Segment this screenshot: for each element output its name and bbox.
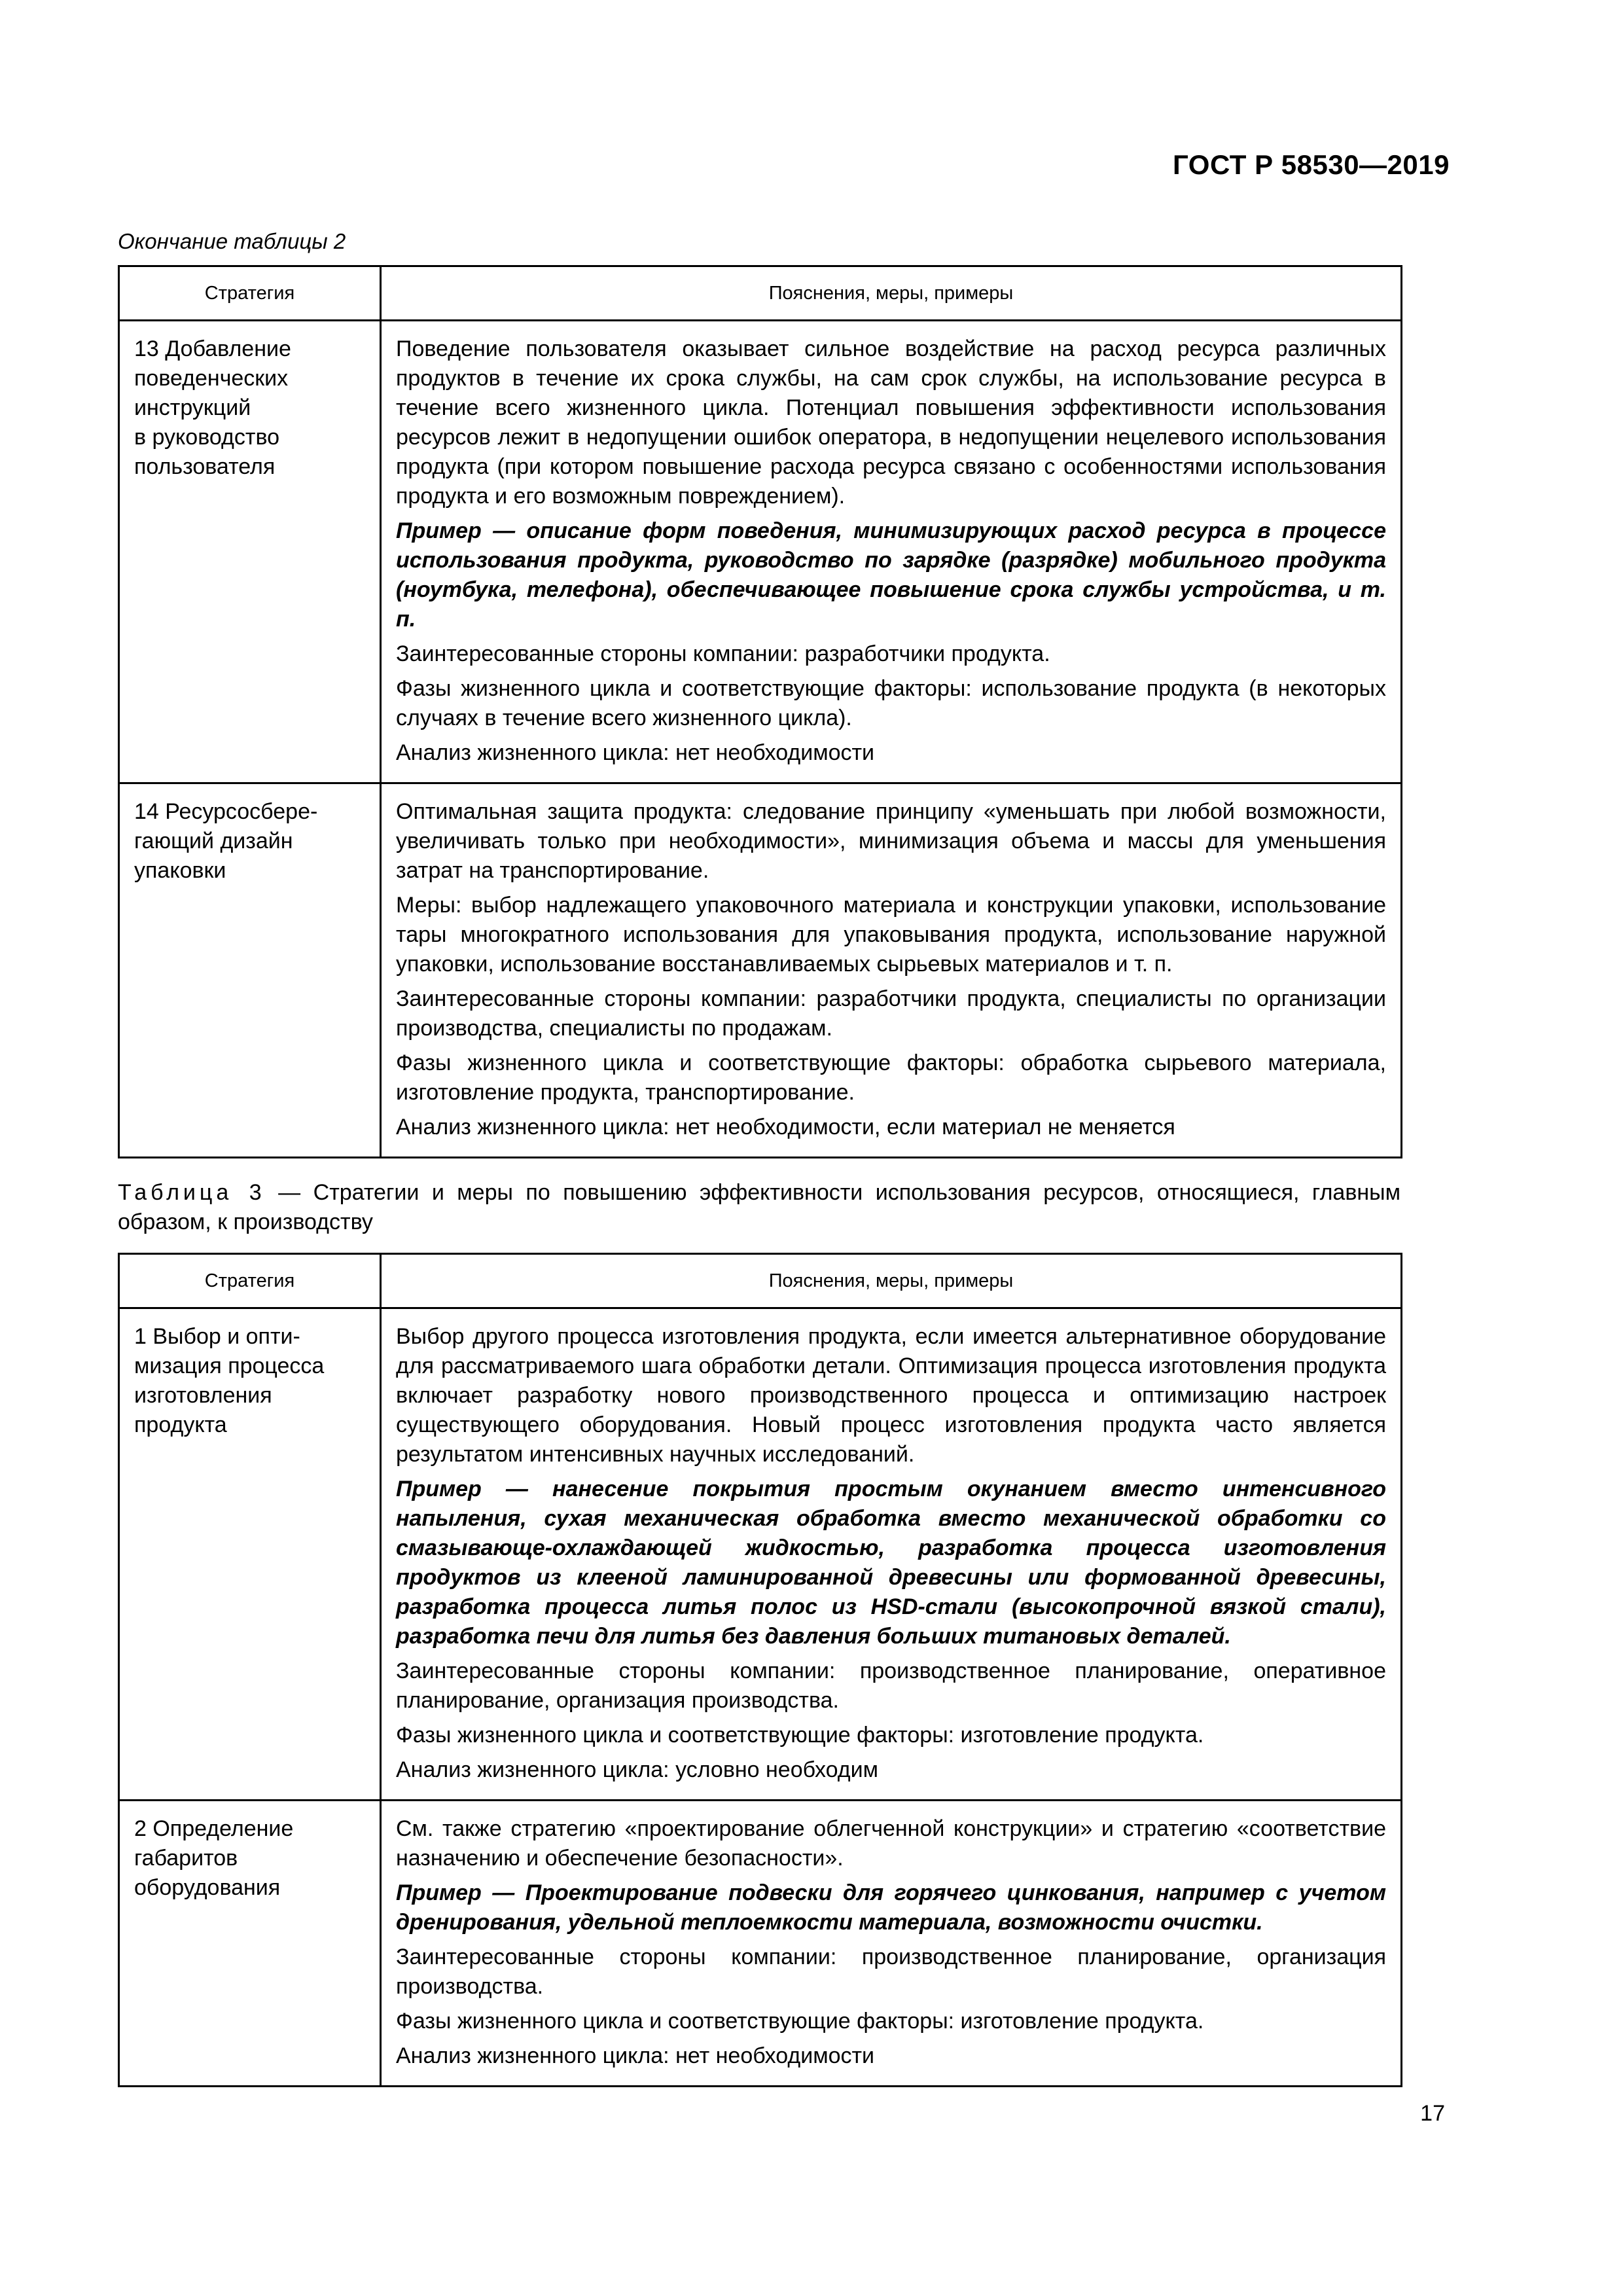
lifecycle-phases-paragraph: Фазы жизненного цикла и соответствующие факторы: обработка сырьевого материала, изготовление продукта, транспортирование. bbox=[396, 1050, 1386, 1105]
lifecycle-phases-paragraph: Фазы жизненного цикла и соответствующие факторы: изготовление продукта. bbox=[396, 1723, 1204, 1748]
stakeholders-paragraph: Заинтересованные стороны компании: производственное планирование, оперативное планирование, организация производства. bbox=[396, 1659, 1386, 1713]
column-header-explanation: Пояснения, меры, примеры bbox=[381, 266, 1402, 321]
lifecycle-analysis-paragraph: Анализ жизненного цикла: нет необходимости bbox=[396, 2043, 875, 2068]
stakeholders-paragraph: Заинтересованные стороны компании: разработчики продукта, специалисты по организации производства, специалисты по продажам. bbox=[396, 986, 1386, 1041]
stakeholders-paragraph: Заинтересованные стороны компании: производственное планирование, организация производства. bbox=[396, 1945, 1386, 1999]
table-row bbox=[119, 1801, 1402, 2087]
lifecycle-phases-paragraph: Фазы жизненного цикла и соответствующие факторы: изготовление продукта. bbox=[396, 2009, 1204, 2034]
lifecycle-analysis-paragraph: Анализ жизненного цикла: нет необходимости bbox=[396, 740, 875, 765]
table-row bbox=[119, 1308, 1402, 1801]
table-header-row bbox=[119, 266, 1402, 321]
explanation-cell bbox=[381, 783, 1402, 1158]
explanation-paragraph: См. также стратегию «проектирование облегченной конструкции» и стратегию «соответствие назначению и обеспечение безопасности». bbox=[396, 1816, 1386, 1871]
table-3-caption bbox=[118, 1178, 1400, 1237]
strategy-name: 14 Ресурсосбере- гающий дизайн упаковки bbox=[134, 799, 318, 883]
explanation-paragraph: Поведение пользователя оказывает сильное воздействие на расход ресурса различных продуктов в течение их срока службы, на сам срок службы, на использование ресурса в течение всего жизненного цикла. Потенциал повышения эффективности использования ресурсов лежит в недопущении ошибок оператора, в недопущении нецелевого использования продукта (при котором повышение расхода ресурса связано с особенностями использования продукта и его возможным повреждением). bbox=[396, 336, 1386, 509]
strategy-name: 2 Определение габаритов оборудования bbox=[134, 1816, 294, 1900]
example-paragraph: Пример — описание форм поведения, минимизирующих расход ресурса в процессе использования продукта, руководство по зарядке (разрядке) мобильного продукта (ноутбука, телефона), обеспечивающее повышение срока службы устройства, и т. п. bbox=[396, 518, 1386, 632]
strategy-cell bbox=[119, 1308, 381, 1801]
table-header-row bbox=[119, 1254, 1402, 1308]
table-3-caption-label: Таблица 3 bbox=[118, 1180, 266, 1205]
column-header-strategy: Стратегия bbox=[119, 1254, 381, 1308]
strategy-name: 13 Добавление поведенческих инструкций в руководство пользователя bbox=[134, 336, 291, 479]
explanation-cell bbox=[381, 1308, 1402, 1801]
lifecycle-analysis-paragraph: Анализ жизненного цикла: нет необходимости, если материал не меняется bbox=[396, 1115, 1175, 1139]
table-row bbox=[119, 321, 1402, 783]
table-row bbox=[119, 783, 1402, 1158]
lifecycle-phases-paragraph: Фазы жизненного цикла и соответствующие факторы: использование продукта (в некоторых случаях в течение всего жизненного цикла). bbox=[396, 676, 1386, 730]
lifecycle-analysis-paragraph: Анализ жизненного цикла: условно необходим bbox=[396, 1757, 878, 1782]
strategy-cell bbox=[119, 321, 381, 783]
column-header-strategy: Стратегия bbox=[119, 266, 381, 321]
table-3 bbox=[118, 1253, 1402, 2087]
stakeholders-paragraph: Заинтересованные стороны компании: разработчики продукта. bbox=[396, 641, 1050, 666]
explanation-paragraph: Выбор другого процесса изготовления продукта, если имеется альтернативное оборудование для рассматриваемого шага обработки детали. Оптимизация процесса изготовления продукта включает разработку нового производственного процесса и оптимизацию настроек существующего оборудования. Новый процесс изготовления продукта часто является результатом интенсивных научных исследований. bbox=[396, 1324, 1386, 1467]
table-3-caption-text: — Стратегии и меры по повышению эффективности использования ресурсов, относящиеся, главным образом, к производству bbox=[118, 1180, 1400, 1234]
strategy-cell bbox=[119, 1801, 381, 2087]
measures-paragraph: Меры: выбор надлежащего упаковочного материала и конструкции упаковки, использование тары многократного использования для упаковывания продукта, использование наружной упаковки, использование восстанавливаемых сырьевых материалов и т. п. bbox=[396, 893, 1386, 977]
table-continuation-label: Окончание таблицы 2 bbox=[118, 229, 346, 253]
example-paragraph: Пример — нанесение покрытия простым окунанием вместо интенсивного напыления, сухая механическая обработка вместо механической обработки со смазывающе-охлаждающей жидкостью, разработка процесса изготовления продуктов из клееной ламинированной древесины или формованной древесины, разработка процесса литья полос из HSD-стали (высокопрочной вязкой стали), разработка печи для литья без давления больших титановых деталей. bbox=[396, 1477, 1386, 1649]
explanation-cell bbox=[381, 321, 1402, 783]
document-code: ГОСТ Р 58530—2019 bbox=[1173, 149, 1450, 180]
strategy-cell bbox=[119, 783, 381, 1158]
explanation-cell bbox=[381, 1801, 1402, 2087]
strategy-name: 1 Выбор и опти- мизация процесса изготовления продукта bbox=[134, 1324, 325, 1437]
example-paragraph: Пример — Проектирование подвески для горячего цинкования, например с учетом дренирования, удельной теплоемкости материала, возможности очистки. bbox=[396, 1880, 1386, 1935]
page-number: 17 bbox=[1420, 2101, 1445, 2126]
column-header-explanation: Пояснения, меры, примеры bbox=[381, 1254, 1402, 1308]
explanation-paragraph: Оптимальная защита продукта: следование принципу «уменьшать при любой возможности, увеличивать только при необходимости», минимизация объема и массы для уменьшения затрат на транспортирование. bbox=[396, 799, 1386, 883]
table-2 bbox=[118, 265, 1402, 1158]
